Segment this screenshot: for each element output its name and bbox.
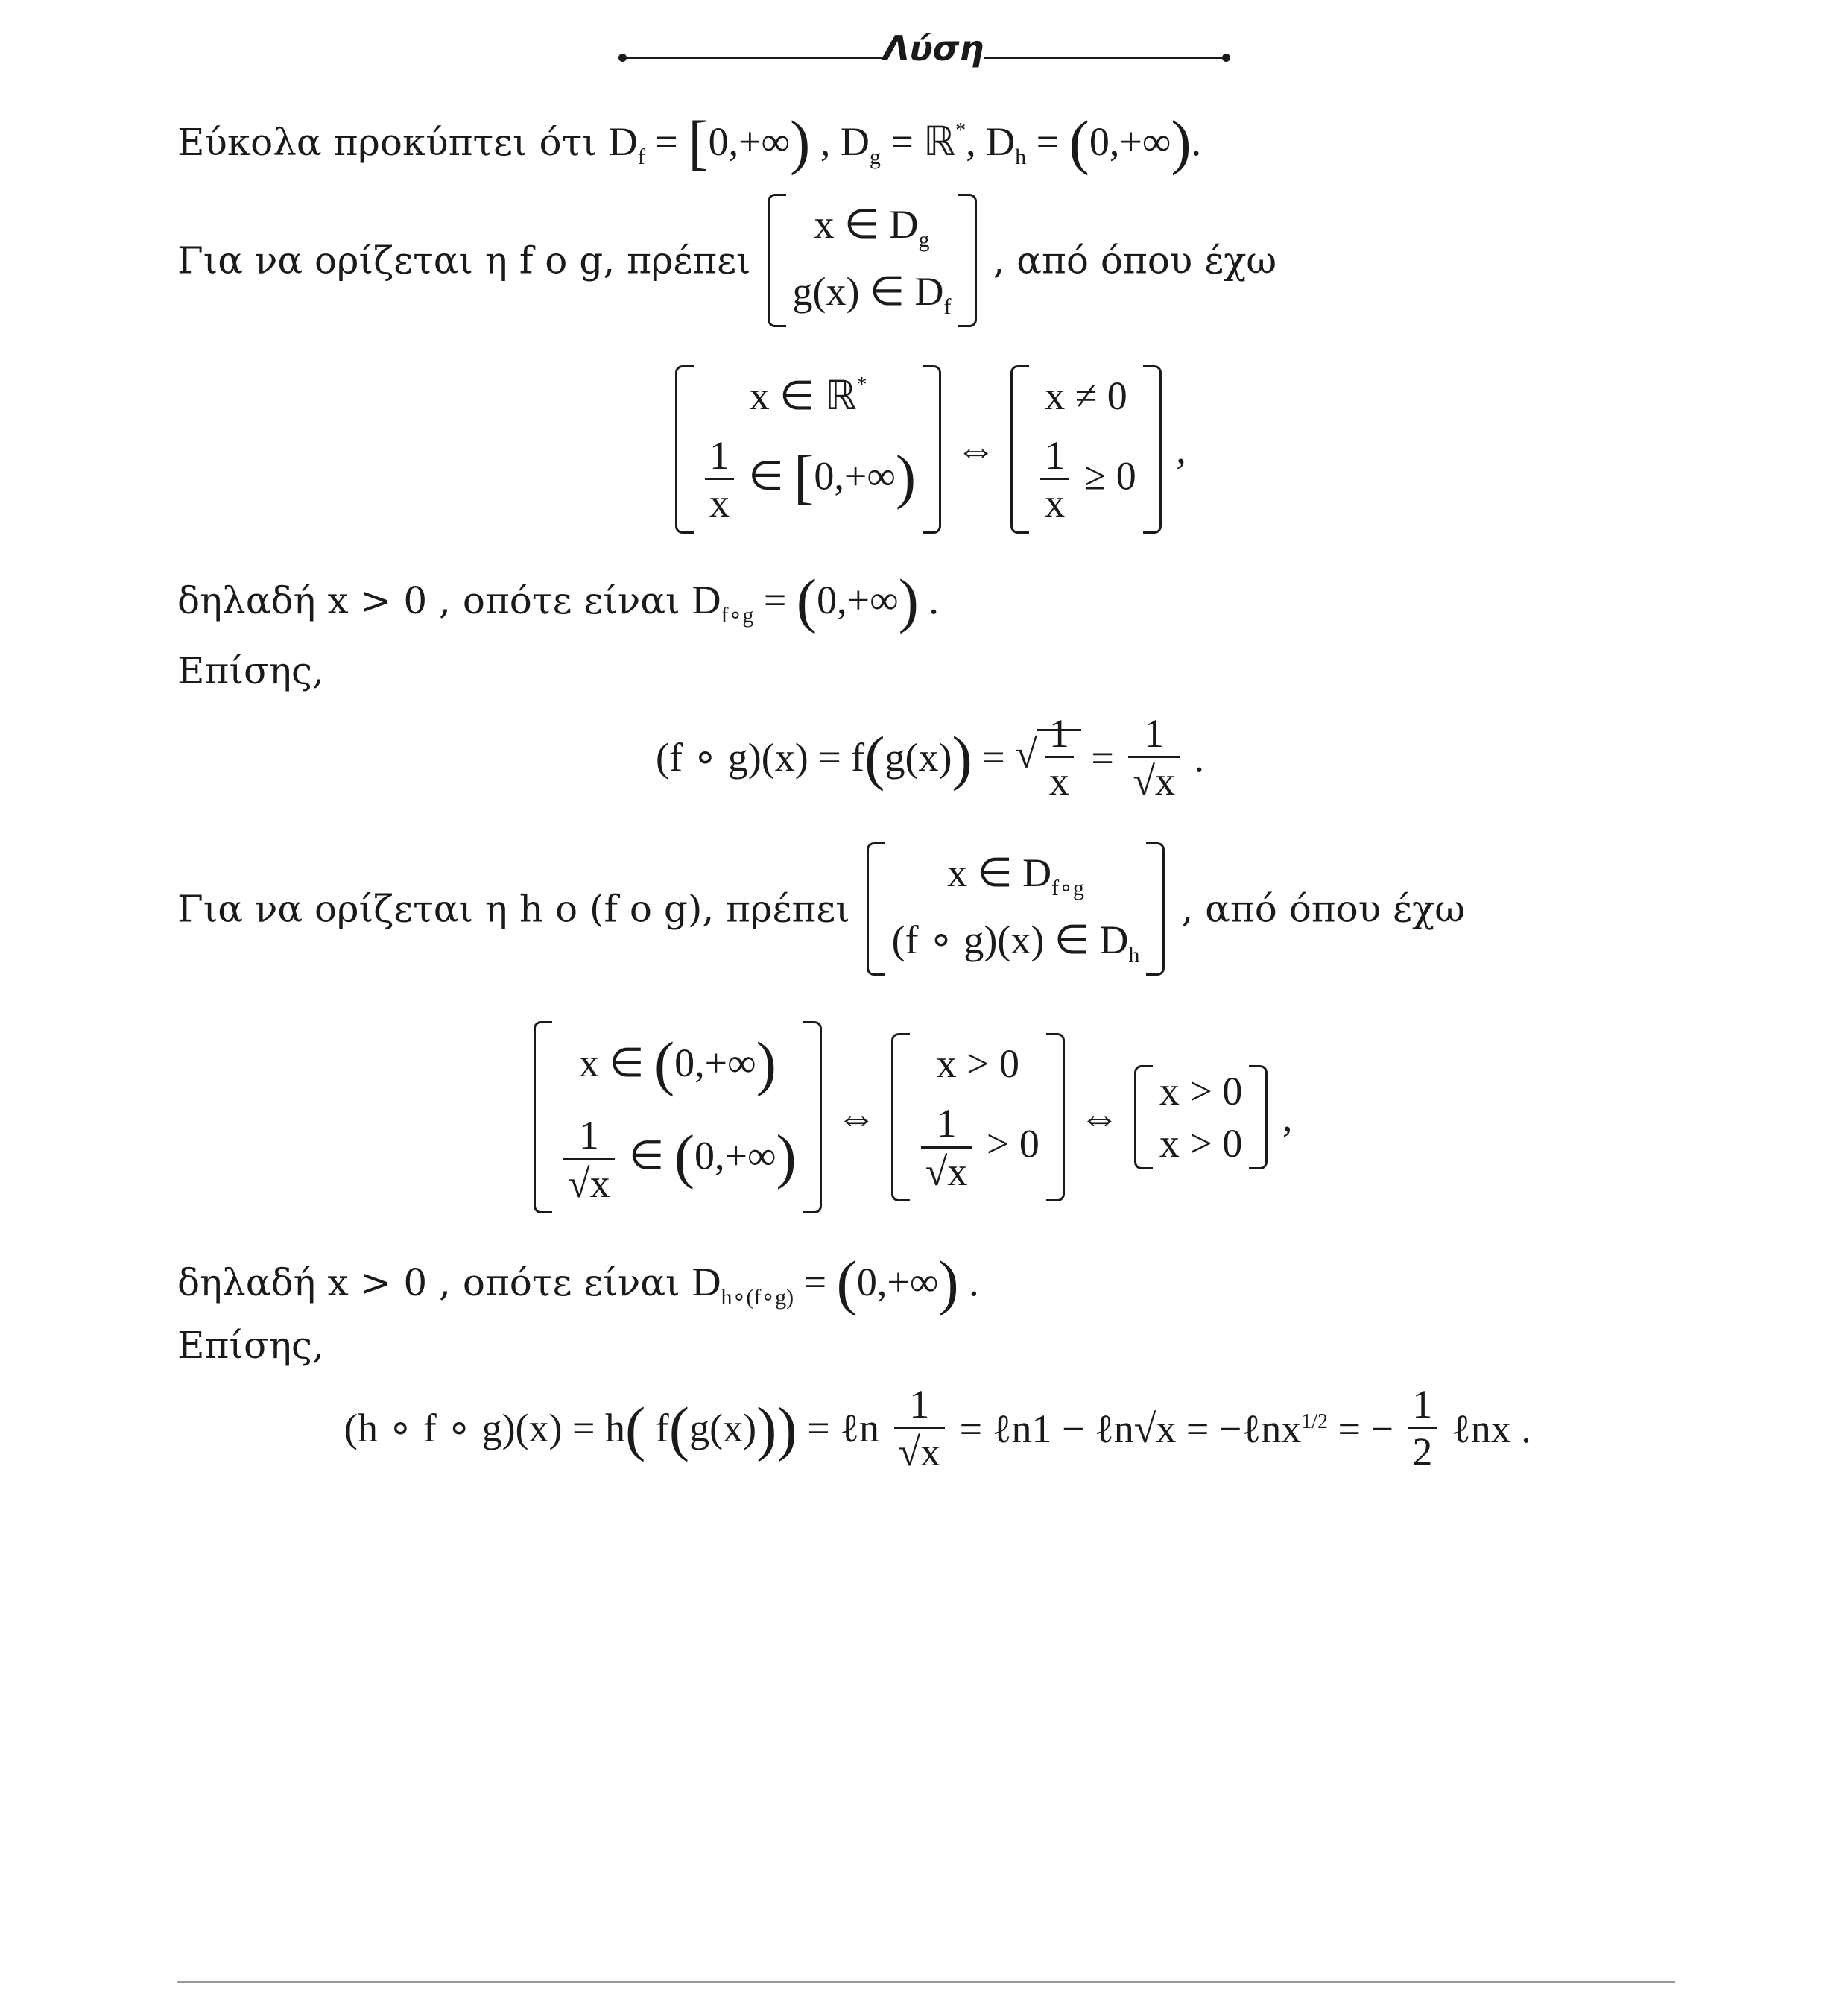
hfog-condition-post: , από όπου έχω	[1181, 887, 1466, 931]
fog-domain-text: δηλαδή x > 0 , οπότε είναι	[177, 579, 680, 622]
fog-system-equivalence: x ∈ ℝ* $\frac{1}{x}$ ∈ [0,+∞) ⇔ x ≠ 0 $\frac{1}{x}$ ≥ 0 ,	[671, 365, 1186, 534]
fog-formula: (f ∘ g)(x) = f(g(x)) = √ $\frac{1}{x}$ = $\frac{1}{√x}$ .	[656, 711, 1204, 804]
domains-sentence	[177, 108, 1202, 176]
hfog-domain-text: δηλαδή x > 0 , οπότε είναι	[177, 1261, 680, 1304]
hfog-condition-sentence	[177, 842, 1465, 976]
fog-domain-sentence	[177, 566, 939, 634]
header-rule-right	[984, 57, 1222, 59]
fog-domain-math: $D_{f\circ g} = (0,+\infty)$ .	[692, 566, 939, 634]
hfog-domain-math: $D_{h\circ(f\circ g)} = (0,+\infty)$ .	[692, 1248, 979, 1316]
hfog-system-equivalence: x ∈ (0,+∞) $\frac{1}{√x}$ ∈ (0,+∞) ⇔ x > 0 $\frac{1}{√x}$ > 0 ⇔ x > 0 x > 0 ,	[529, 1021, 1292, 1213]
domains-math: $D_f = [0,+\infty)$ , $D_g$ = ℝ*, $D_h = (0,+\infty)$.	[608, 108, 1202, 176]
fog-condition-sentence	[177, 194, 1276, 327]
fog-condition-system: x ∈ $D_g$ g(x) ∈ $D_f$	[768, 194, 977, 327]
hfog-domain-sentence	[177, 1248, 979, 1316]
fog-system-right: x ≠ 0 $\frac{1}{x}$ ≥ 0	[1010, 365, 1162, 534]
hfog-system-2: x > 0 $\frac{1}{√x}$ > 0	[891, 1033, 1065, 1201]
header-title: Λύση	[883, 28, 984, 69]
fog-condition-post: , από όπου έχω	[993, 239, 1277, 282]
hfog-formula: (h ∘ f ∘ g)(x) = h( f(g(x))) = ℓn $\frac{1}{√x}$ = ℓn1 − ℓn√x = −ℓnx$^{1/2}$ = − $\frac{1}{2}$ ℓnx .	[344, 1382, 1531, 1475]
hfog-system-3: x > 0 x > 0	[1134, 1065, 1268, 1169]
hfog-condition-system: x ∈ $D_{f\circ g}$ (f ∘ g)(x) ∈ $D_h$	[867, 842, 1165, 976]
also-label-2: Επίσης,	[177, 1324, 324, 1367]
header-dot-right	[1222, 54, 1230, 62]
hfog-condition-text: Για να ορίζεται η h o (f o g), πρέπει	[177, 887, 850, 931]
fog-condition-text: Για να ορίζεται η f o g, πρέπει	[177, 239, 751, 282]
hfog-system-1: x ∈ (0,+∞) $\frac{1}{√x}$ ∈ (0,+∞)	[534, 1021, 822, 1213]
header-rule-left	[624, 57, 882, 59]
fog-system-left: x ∈ ℝ* $\frac{1}{x}$ ∈ [0,+∞)	[675, 365, 941, 534]
footer-rule	[177, 1981, 1675, 1983]
solution-header	[618, 28, 1230, 88]
domains-text: Εύκολα προκύπτει ότι	[177, 121, 597, 164]
also-label-1: Επίσης,	[177, 649, 324, 692]
